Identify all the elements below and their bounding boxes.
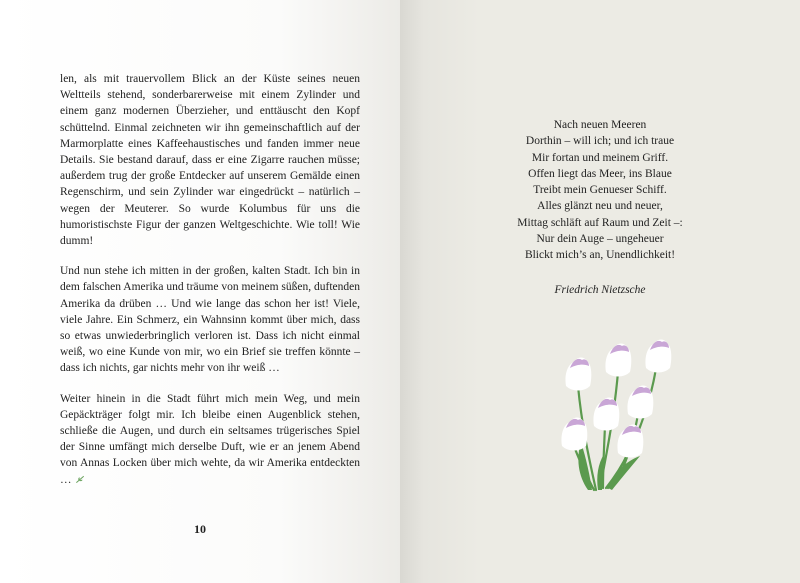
poem-line-8: Nur dein Auge – ungeheuer xyxy=(536,233,664,246)
poem-line-9: Blickt mich’s an, Unendlichkeit! xyxy=(524,249,676,262)
poem-line-2: Dorthin – will ich; und ich traue xyxy=(525,135,675,148)
poem-line-4: Offen liegt das Meer, ins Blaue xyxy=(528,167,672,180)
prose-text xyxy=(60,71,360,502)
paragraph-3: Weiter hinein in die Stadt führt mich mein Weg, und mein Gepäckträger folgt mir. Ich bleibe einen Augenblick stehen, schließe die Augen, und durch ein seltsames trügerisches Spiel der Sinne umfängt mich derselbe Duft, wie er an jenem Abend von Annas Locken über mich wehte, da wir Amerika entdeckten … xyxy=(60,392,360,486)
poem-line-1: Nach neuen Meeren xyxy=(553,119,647,131)
poem-line-3: Mir fortan und meinem Griff. xyxy=(531,151,669,164)
poem-line-5: Treibt mein Genueser Schiff. xyxy=(533,184,667,197)
poem-line-7: Mittag schläft auf Raum und Zeit –: xyxy=(517,216,683,229)
poem-line-6: Alles glänzt neu und neuer, xyxy=(537,200,663,213)
paragraph-2: Und nun stehe ich mitten in der großen, kalten Stadt. Ich bin in dem falschen Amerika und träume von meinem süßen, duftenden Amerika da drüben … Und wie lange das schon her ist! Viele, viele Jahre. Ein Schmerz, ein Wahnsinn kommt über mich, dass so etwas unwiederbringlich verloren ist. Dass ich nicht einmal weiß, wo eine Kunde von mir, wo ein Brief sie treffen könnte – dass ich nichts, gar nichts mehr von ihr weiß … xyxy=(60,265,360,375)
poem xyxy=(400,117,800,264)
page-number: 10 xyxy=(194,522,206,536)
poem-attribution: Friedrich Nietzsche xyxy=(554,284,646,296)
leaf-icon xyxy=(75,473,86,484)
paragraph-1: len, als mit trauervollem Blick an der Küste seines neuen Weltteils stehend, sonderbarerweise mit einem Zylinder und einem ganz modernen Überzieher, und enttäuscht den Kopf schüttelnd. Einmal zeichneten wir ihn gemeinschaftlich auf der Marmorplatte eines Kaffeehaustisches und fanden immer neue Details. Sie bestand darauf, dass er eine Zigarre rauchen müsse; außerdem trug der große Entdecker auf unserem Gemälde einen Regenschirm, und sein Zylinder war eingedrückt – natürlich – wegen der Meuterer. So wurde Kolumbus für uns die humoristischste Figur der ganzen Weltgeschichte. Wie toll! Wie dumm! xyxy=(60,73,360,248)
tulip-bouquet-icon xyxy=(548,338,678,498)
